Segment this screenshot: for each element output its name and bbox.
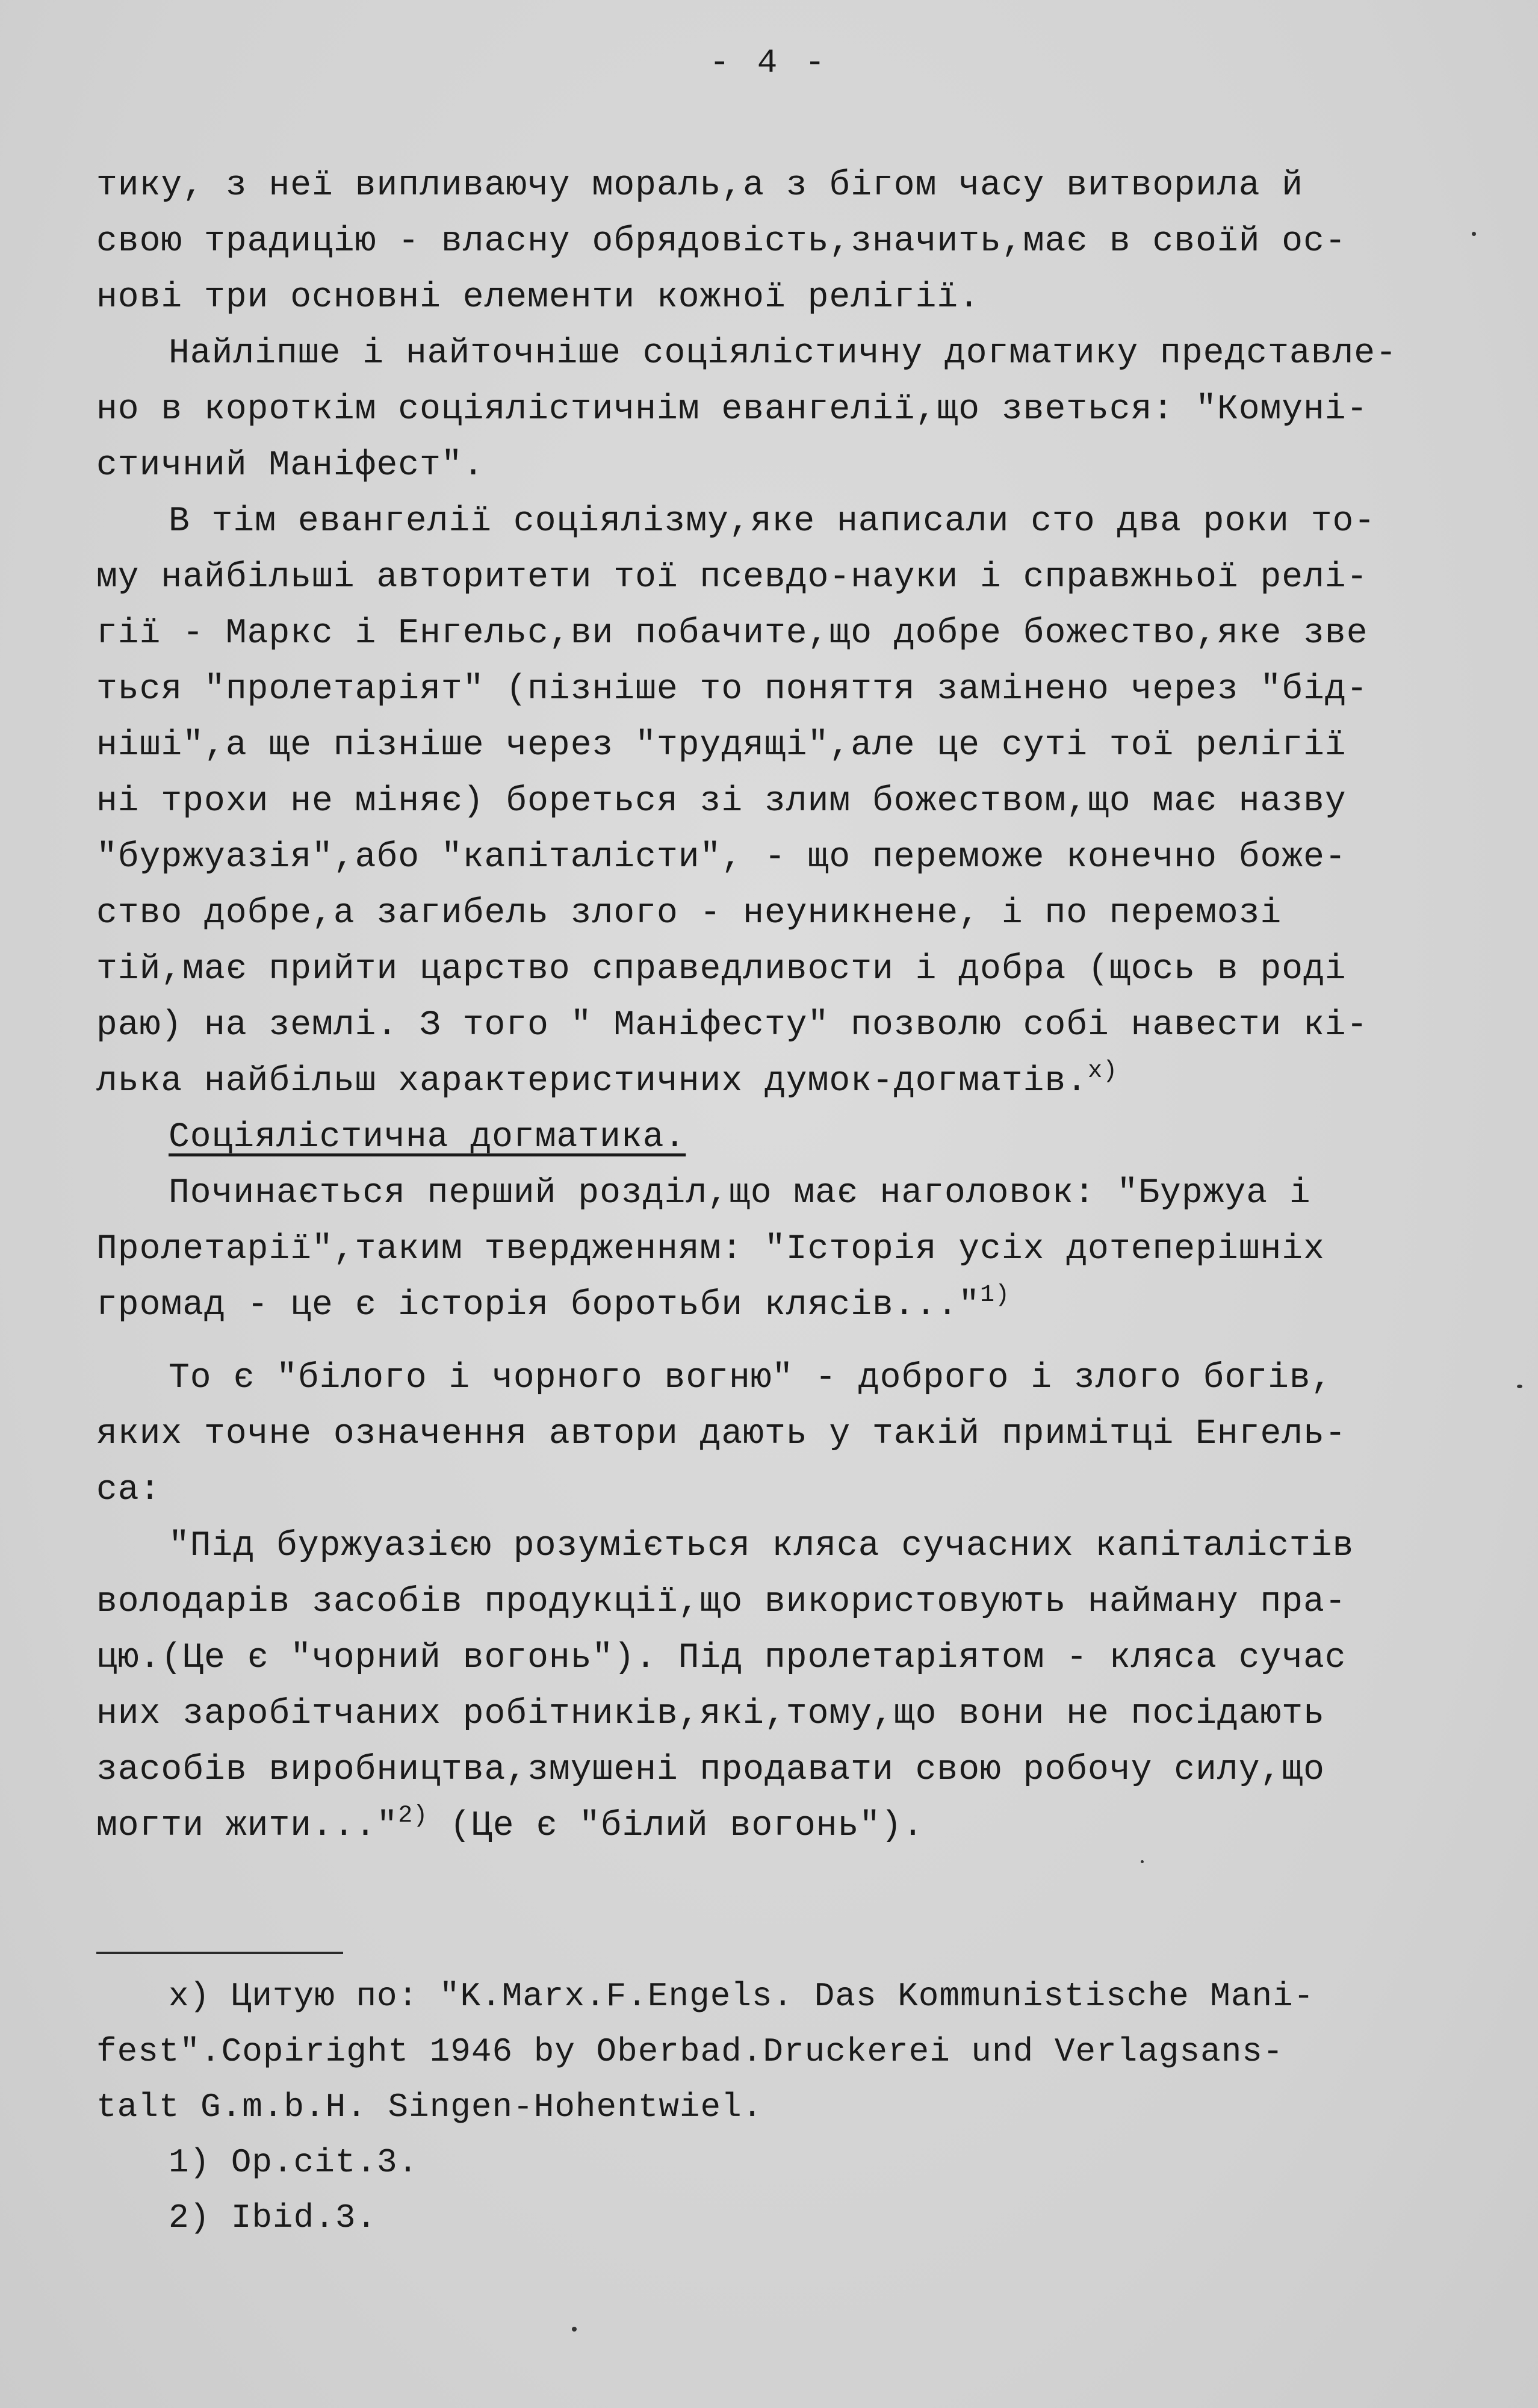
text-line: раю) на землі. З того " Маніфесту" позволю собі навести кі-	[96, 1006, 1368, 1045]
footnote-line: 1) Op.cit.3.	[169, 2143, 419, 2182]
text-line-with-footnote	[96, 1798, 1445, 1854]
text-line: му найбільші авторитети тої псевдо-науки і справжньої релі-	[96, 558, 1368, 597]
main-text	[96, 158, 1445, 1854]
text-line: них заробітчаних робітників,які,тому,що вони не посідають	[96, 1695, 1325, 1734]
text-line: стичний Маніфест".	[96, 446, 485, 485]
scan-speck	[572, 2327, 577, 2332]
paragraph-gap	[96, 1333, 1445, 1350]
scan-speck	[1472, 232, 1476, 236]
text-line: тику, з неї випливаючу мораль,а з бігом часу витворила й	[96, 166, 1304, 205]
footnote-mark-2: 2)	[398, 1802, 429, 1829]
line-text: громад - це є історія боротьби клясів..."	[96, 1286, 981, 1325]
text-line: тій,має прийти царство справедливости і добра (щось в роді	[96, 950, 1347, 989]
text-line: В тім евангелії соціялізму,яке написали сто два роки то-	[169, 502, 1376, 541]
scan-speck	[1517, 1385, 1522, 1388]
page-number: - 4 -	[709, 43, 829, 82]
text-line: яких точне означення автори дають у такій примітці Енгель-	[96, 1415, 1347, 1454]
scan-speck	[1141, 1860, 1144, 1863]
text-line: са:	[96, 1471, 161, 1510]
text-line: нові три основні елементи кожної релігії.	[96, 278, 981, 317]
text-line: ніші",а ще пізніше через "трудящі",але це суті тої релігії	[96, 726, 1347, 765]
line-text: могти жити..."	[96, 1807, 398, 1846]
text-line: "Під буржуазією розуміється кляса сучасних капіталістів	[169, 1527, 1354, 1566]
text-line: Починається перший розділ,що має наголовок: "Буржуа і	[169, 1174, 1311, 1213]
text-line: ні трохи не міняє) бореться зі злим божеством,що має назву	[96, 782, 1347, 821]
text-line: цю.(Це є "чорний вогонь"). Під пролетаріятом - кляса сучас	[96, 1639, 1347, 1678]
section-heading	[96, 1109, 1445, 1165]
footnote-line: talt G.m.b.H. Singen-Hohentwiel.	[96, 2088, 763, 2126]
text-line: То є "білого і чорного вогню" - доброго і злого богів,	[169, 1359, 1333, 1398]
section-heading-text: Соціялістична догматика.	[169, 1118, 686, 1157]
line-text-tail: (Це є "білий вогонь").	[428, 1807, 924, 1846]
text-line: свою традицію - власну обрядовість,значить,має в своїй ос-	[96, 222, 1347, 261]
footnote-divider	[96, 1952, 343, 1954]
text-line-with-footnote	[96, 1277, 1445, 1333]
text-line: гії - Маркс і Енгельс,ви побачите,що добре божество,яке зве	[96, 614, 1368, 653]
text-line: володарів засобів продукції,що використовують найману пра-	[96, 1583, 1347, 1622]
text-line: засобів виробництва,змушені продавати свою робочу силу,що	[96, 1751, 1325, 1790]
text-line: "буржуазія",або "капіталісти", - що переможе конечно боже-	[96, 838, 1347, 877]
text-line: ство добре,а загибель злого - неуникнене, і по перемозі	[96, 894, 1282, 933]
footnote-mark-x: x)	[1088, 1058, 1118, 1085]
text-line: ться "пролетаріят" (пізніше то поняття замінено через "бід-	[96, 670, 1368, 709]
text-line-with-footnote	[96, 1054, 1445, 1109]
text-line: Пролетарії",таким твердженням: "Історія усіх дотеперішніх	[96, 1230, 1325, 1269]
footnotes	[96, 1969, 1445, 2245]
footnote-mark-1: 1)	[980, 1282, 1011, 1309]
footnote-line: x) Цитую по: "K.Marx.F.Engels. Das Kommunistische Mani-	[169, 1977, 1315, 2015]
footnote-line: fest".Copiright 1946 by Oberbad.Druckerei und Verlagsans-	[96, 2032, 1284, 2071]
text-line: но в короткім соціялістичнім евангелії,що зветься: "Комуні-	[96, 390, 1368, 429]
text-line: Найліпше і найточніше соціялістичну догматику представле-	[169, 334, 1397, 373]
footnote-line: 2) Ibid.3.	[169, 2199, 377, 2237]
line-text: лька найбільш характеристичних думок-догматів.	[96, 1062, 1088, 1101]
